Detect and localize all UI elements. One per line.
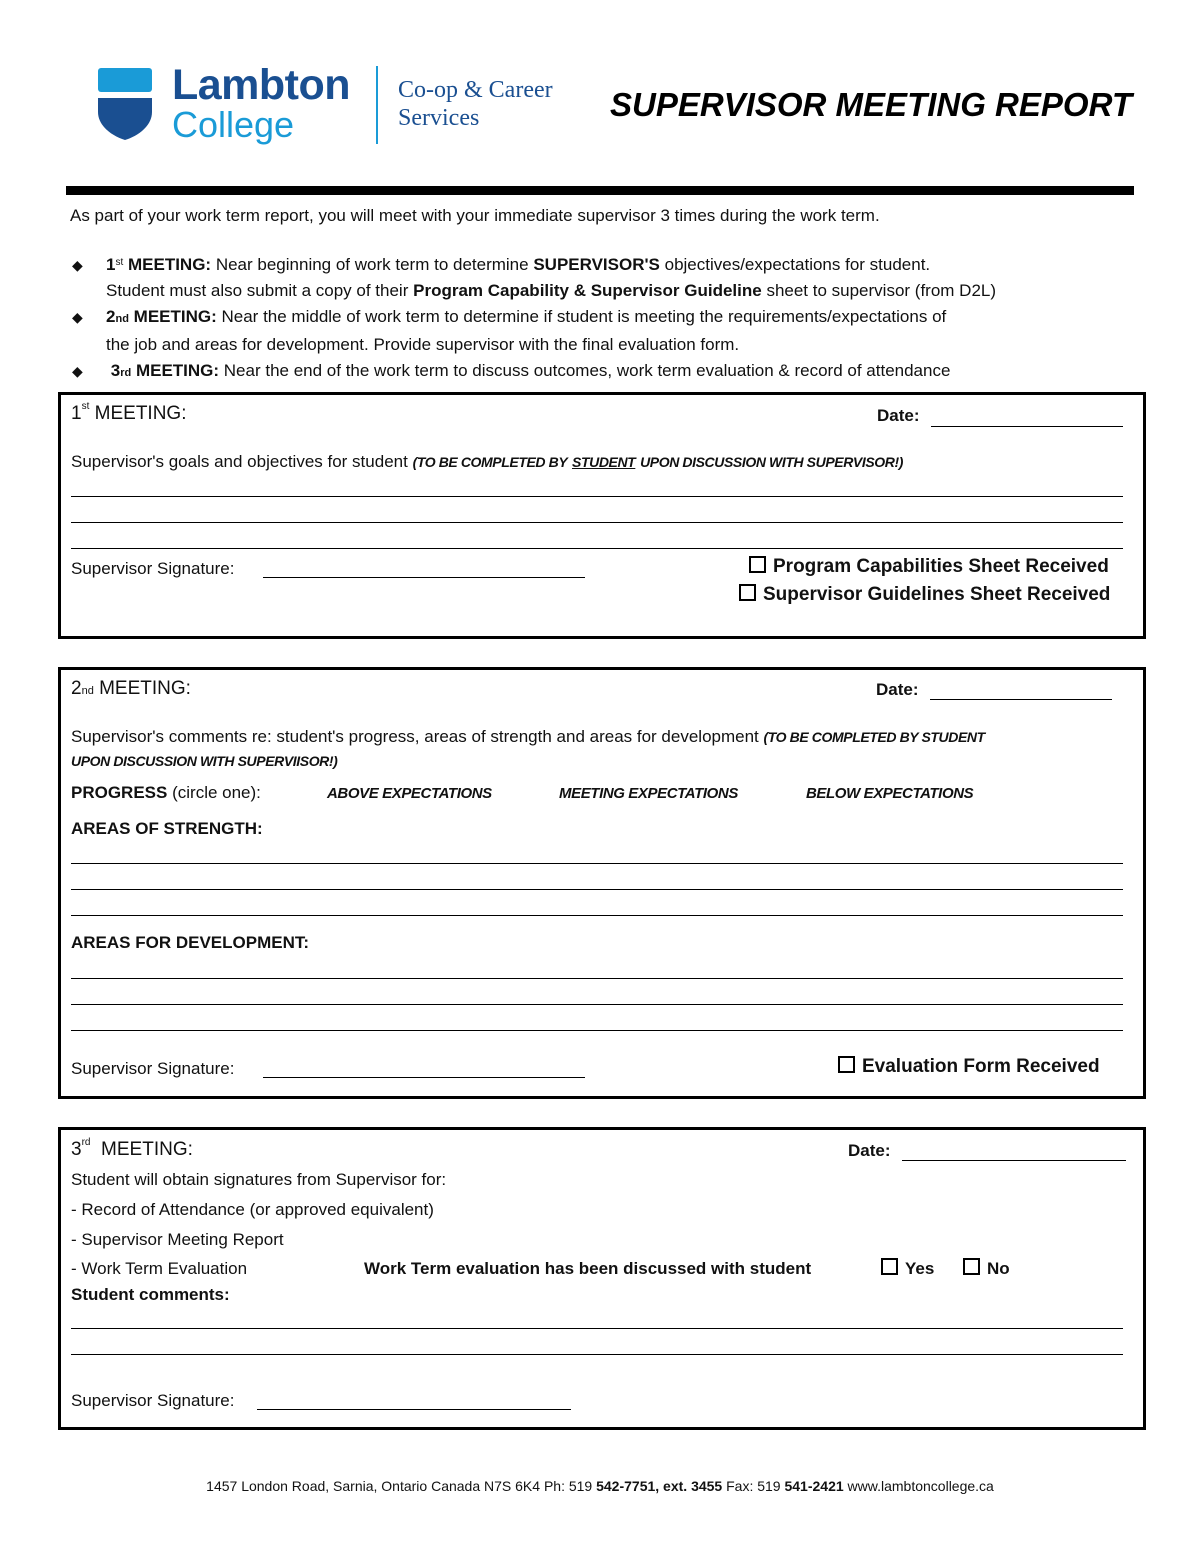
page-title: SUPERVISOR MEETING REPORT [610, 86, 1132, 123]
checkbox-icon[interactable] [963, 1258, 980, 1275]
meeting3-item-attendance: - Record of Attendance (or approved equivalent) [71, 1200, 434, 1219]
areas-of-strength-label: AREAS OF STRENGTH: [71, 819, 263, 838]
strength-line[interactable] [71, 889, 1123, 890]
logo-service-line2: Services [398, 105, 480, 131]
meeting-bullets [70, 252, 1140, 386]
development-line[interactable] [71, 1004, 1123, 1005]
checkbox-icon[interactable] [749, 556, 766, 573]
meeting1-signature-label: Supervisor Signature: [71, 559, 235, 578]
meeting3-signature-label: Supervisor Signature: [71, 1391, 235, 1410]
meeting2-date-label: Date: [876, 680, 919, 699]
logo-name-line2: College [172, 104, 295, 145]
development-line[interactable] [71, 1030, 1123, 1031]
lambton-shield-logo [96, 66, 154, 142]
diamond-bullet-icon: ◆ [72, 363, 83, 379]
checkbox-icon[interactable] [739, 584, 756, 601]
header-rule [66, 186, 1134, 195]
bullet-meeting-1: ◆ 1st MEETING: Near beginning of work term to determine SUPERVISOR'S objectives/expectations for student. Student must also submit a copy of their Program Capability & Supervisor Guideline sheet to supervisor (from D2L) [70, 252, 1140, 304]
strength-line[interactable] [71, 863, 1123, 864]
bullet-meeting-2: ◆ 2nd MEETING: Near the middle of work term to determine if student is meeting the requirements/expectations of the job and areas for development. Provide supervisor with the final evaluation form. [70, 304, 1140, 358]
meeting3-item-evaluation: - Work Term Evaluation [71, 1259, 248, 1278]
meeting1-heading: 1st MEETING: [71, 401, 187, 424]
logo-divider [376, 66, 378, 144]
meeting3-date-field[interactable] [902, 1160, 1126, 1161]
meeting3-box [58, 1127, 1146, 1430]
discussed-yes-checkbox[interactable]: Yes [881, 1258, 934, 1279]
meeting1-date-field[interactable] [931, 426, 1123, 427]
meeting3-signature-field[interactable] [257, 1409, 571, 1410]
student-comments-line[interactable] [71, 1328, 1123, 1329]
logo-service-line1: Co-op & Career [398, 77, 553, 103]
meeting3-intro: Student will obtain signatures from Supervisor for: [71, 1170, 447, 1189]
diamond-bullet-icon: ◆ [72, 257, 83, 273]
evaluation-discussed-label: Work Term evaluation has been discussed with student [364, 1259, 812, 1278]
student-comments-label: Student comments: [71, 1285, 230, 1304]
meeting2-date-field[interactable] [930, 699, 1112, 700]
checkbox-icon[interactable] [881, 1258, 898, 1275]
discussed-no-checkbox[interactable]: No [963, 1258, 1010, 1279]
footer-contact: 1457 London Road, Sarnia, Ontario Canada N7S 6K4 Ph: 519 542-7751, ext. 3455 Fax: 519 541-2421 www.lambtoncollege.ca [206, 1478, 994, 1494]
meeting3-item-report: - Supervisor Meeting Report [71, 1230, 284, 1249]
meeting1-goals-label: Supervisor's goals and objectives for student (TO BE COMPLETED BY STUDENT UPON DISCUSSION WITH SUPERVISOR!) [71, 452, 903, 471]
diamond-bullet-icon: ◆ [72, 309, 83, 325]
website-link[interactable]: www.lambtoncollege.ca [847, 1478, 994, 1494]
meeting2-box [58, 667, 1146, 1099]
meeting2-signature-label: Supervisor Signature: [71, 1059, 235, 1078]
bullet-meeting-3: ◆ 3rd MEETING: Near the end of the work term to discuss outcomes, work term evaluation & record of attendance [70, 358, 1140, 386]
evaluation-form-checkbox[interactable]: Evaluation Form Received [838, 1056, 1100, 1078]
meeting3-date-label: Date: [848, 1141, 891, 1160]
intro-text: As part of your work term report, you will meet with your immediate supervisor 3 times during the work term. [70, 206, 880, 225]
areas-for-development-label: AREAS FOR DEVELOPMENT: [71, 933, 310, 952]
progress-label: PROGRESS (circle one): [71, 783, 261, 802]
logo-service-name [398, 76, 553, 132]
logo-name-line1: Lambton [172, 61, 351, 109]
checkbox-icon[interactable] [838, 1056, 855, 1073]
progress-option-above[interactable]: ABOVE EXPECTATIONS [327, 785, 492, 802]
meeting1-date-label: Date: [877, 406, 920, 425]
meeting2-heading: 2nd MEETING: [71, 678, 191, 699]
student-comments-line[interactable] [71, 1354, 1123, 1355]
program-capabilities-checkbox[interactable]: Program Capabilities Sheet Received [749, 556, 1109, 578]
meeting1-goals-line[interactable] [71, 496, 1123, 497]
meeting1-box [58, 392, 1146, 639]
meeting3-heading: 3rd MEETING: [71, 1137, 193, 1160]
meeting2-comments-label: Supervisor's comments re: student's progress, areas of strength and areas for development (TO BE COMPLETED BY STUDENT UPON DISCUSSION WITH SUPERVIISOR!) [71, 727, 985, 769]
meeting1-goals-line[interactable] [71, 522, 1123, 523]
meeting2-signature-field[interactable] [263, 1077, 585, 1078]
meeting1-signature-field[interactable] [263, 577, 585, 578]
meeting1-goals-line[interactable] [71, 548, 1123, 549]
progress-option-meeting[interactable]: MEETING EXPECTATIONS [559, 785, 738, 802]
progress-option-below[interactable]: BELOW EXPECTATIONS [806, 785, 974, 802]
development-line[interactable] [71, 978, 1123, 979]
supervisor-guidelines-checkbox[interactable]: Supervisor Guidelines Sheet Received [739, 584, 1110, 606]
strength-line[interactable] [71, 915, 1123, 916]
